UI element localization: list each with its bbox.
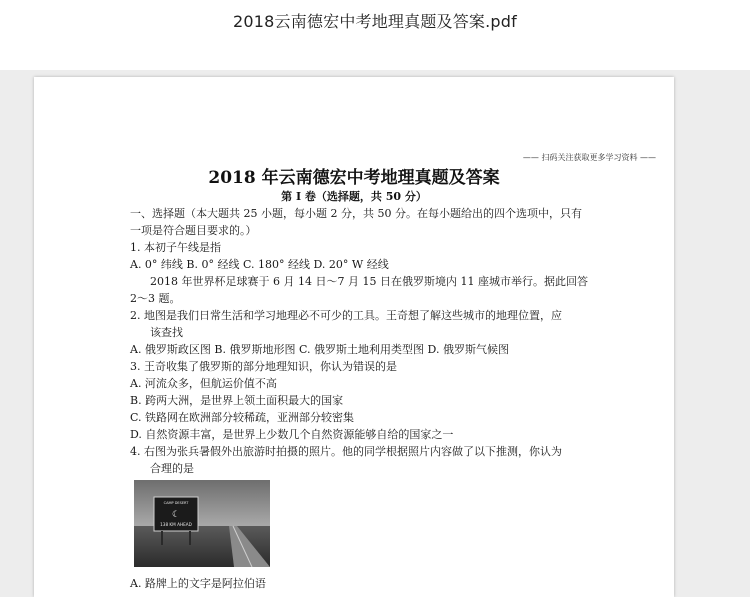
answer-option: A. 路牌上的文字是阿拉伯语 <box>130 577 266 590</box>
exam-title: 2018 年云南德宏中考地理真题及答案 <box>208 168 500 188</box>
text-line: 一项是符合题目要求的。） <box>130 224 257 237</box>
answer-option: B. 跨两大洲，是世界上领土面积最大的国家 <box>130 394 344 407</box>
viewer-header <box>0 0 750 70</box>
question-2: 2. 地图是我们日常生活和学习地理必不可少的工具。王奇想了解这些城市的地理位置，应 <box>130 309 562 322</box>
svg-text:☾: ☾ <box>171 510 181 520</box>
text-line: 该查找 <box>150 326 183 339</box>
section-title: 第 I 卷（选择题，共 50 分） <box>281 190 427 203</box>
sign-bottom-text: 138 KM AHEAD <box>160 522 192 527</box>
question-3: 3. 王奇收集了俄罗斯的部分地理知识，你认为错误的是 <box>130 360 397 373</box>
text-line: 2018 年世界杯足球赛于 6 月 14 日～7 月 15 日在俄罗斯境内 11 座城市举行。据此回答 <box>150 275 588 288</box>
document-filename: 2018云南德宏中考地理真题及答案.pdf <box>233 12 517 31</box>
text-line: 2～3 题。 <box>130 292 181 305</box>
text-line: 一、选择题（本大题共 25 小题，每小题 2 分，共 50 分。在每小题给出的四个选项中，只有 <box>130 207 582 220</box>
question-4: 4. 右图为张兵暑假外出旅游时拍摄的照片。他的同学根据照片内容做了以下推测，你认为 <box>130 445 562 458</box>
road-sign-photo <box>134 480 270 567</box>
promo-note: —— 扫码关注获取更多学习资料 —— <box>522 153 656 162</box>
answer-option: D. 自然资源丰富，是世界上少数几个自然资源能够自给的国家之一 <box>130 428 454 441</box>
text-line: 合理的是 <box>150 462 194 475</box>
answer-options: A. 俄罗斯政区图 B. 俄罗斯地形图 C. 俄罗斯土地利用类型图 D. 俄罗斯气候图 <box>130 343 509 356</box>
pdf-page <box>34 77 674 597</box>
answer-options: A. 0° 纬线 B. 0° 经线 C. 180° 经线 D. 20° W 经线 <box>130 258 389 271</box>
answer-option: A. 河流众多，但航运价值不高 <box>130 377 277 390</box>
sign-top-text: CAMP DESERT <box>163 501 189 505</box>
answer-option: C. 铁路网在欧洲部分较稀疏，亚洲部分较密集 <box>130 411 355 424</box>
question-1: 1. 本初子午线是指 <box>130 241 221 254</box>
